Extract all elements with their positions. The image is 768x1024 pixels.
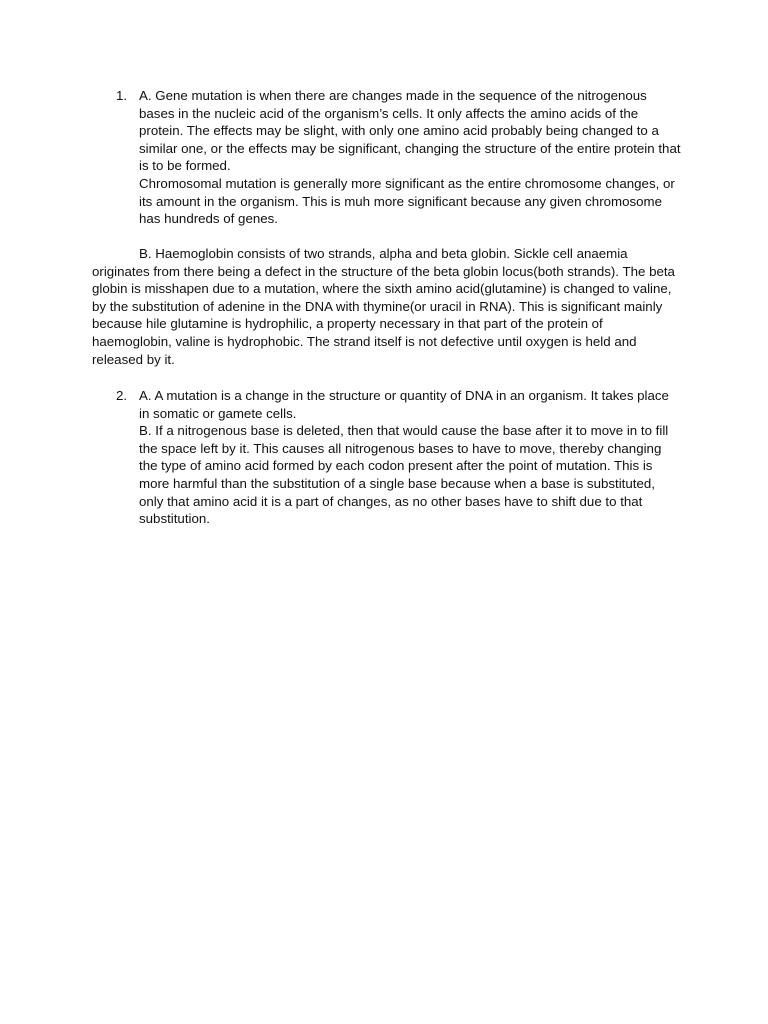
list-item-2: [92, 387, 682, 528]
answer-1a-paragraph-2: Chromosomal mutation is generally more significant as the entire chromosome changes, or its amount in the organism. This is muh more significant because any given chromosome has hundreds of genes.: [139, 175, 675, 227]
list-item-1-body: [139, 87, 682, 228]
answer-1a-paragraph-1: A. Gene mutation is when there are changes made in the sequence of the nitrogenous bases in the nucleic acid of the organism’s cells. It only affects the amino acids of the protein. The effects may be slight, with only one amino acid probably being changed to a similar one, or the effects may be significant, changing the structure of the entire protein that is to be formed.: [139, 88, 681, 174]
answer-1b-paragraph: B. Haemoglobin consists of two strands, alpha and beta globin. Sickle cell anaemia originates from there being a defect in the structure of the beta globin locus(both strands). The beta globin is misshapen due to a mutation, where the sixth amino acid(glutamine) is changed to valine, by the substitution of adenine in the DNA with thymine(or uracil in RNA). This is significant mainly because hile glutamine is hydrophilic, a property necessary in that part of the protein of haemoglobin, valine is hydrophobic. The strand itself is not defective until oxygen is held and released by it.: [92, 246, 675, 367]
answer-2b-paragraph: B. If a nitrogenous base is deleted, then that would cause the base after it to move in to fill the space left by it. This causes all nitrogenous bases to have to move, thereby changing the type of amino acid formed by each codon present after the point of mutation. This is more harmful than the substitution of a single base because when a base is substituted, only that amino acid it is a part of changes, as no other bases have to shift due to that substitution.: [139, 423, 669, 527]
list-number-2: 2.: [116, 388, 128, 403]
list-number-1: 1.: [116, 88, 128, 103]
list-item-2-body: [139, 387, 682, 528]
answer-2a-paragraph: A. A mutation is a change in the structure or quantity of DNA in an organism. It takes place in somatic or gamete cells.: [139, 388, 669, 421]
list-item-1: [92, 87, 682, 228]
